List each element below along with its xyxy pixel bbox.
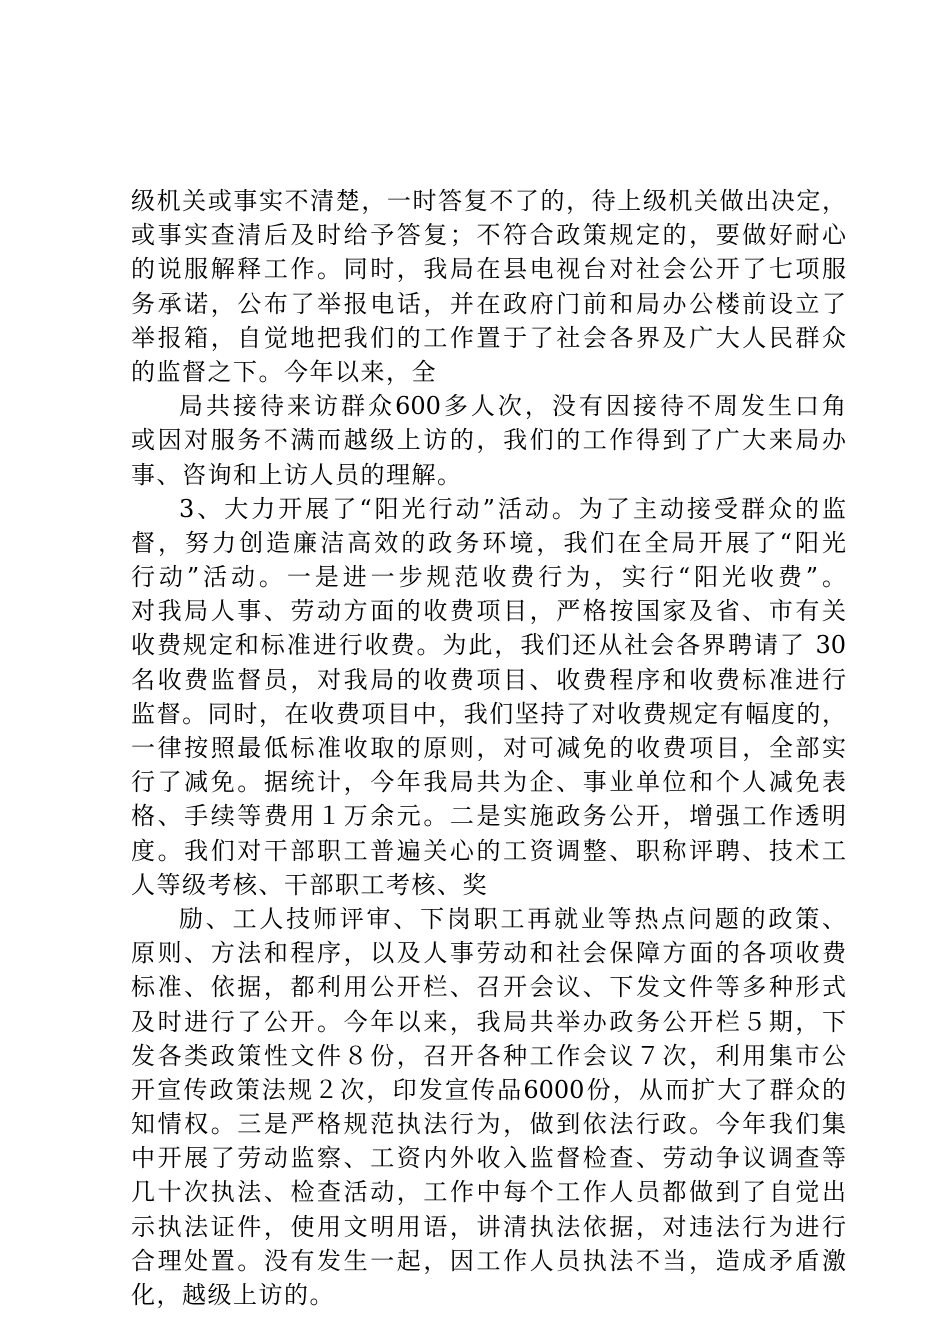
text-line: 级机关或事实不清楚，一时答复不了的，待上级机关做出决定，	[131, 187, 846, 215]
text-line: 一律按照最低标准收取的原则，对可减免的收费项目，全部实	[131, 734, 846, 762]
text-line: 务承诺，公布了举报电话，并在政府门前和局办公楼前设立了	[131, 289, 846, 318]
text-line: 人等级考核、干部职工考核、奖	[131, 870, 488, 899]
text-line: 或事实查清后及时给予答复；不符合政策规定的，要做好耐心	[131, 221, 846, 250]
text-line: 合理处置。没有发生一起，因工作人员执法不当，造成矛盾激	[131, 1246, 846, 1275]
text-line: 中开展了劳动监察、工资内外收入监督检查、劳动争议调查等	[131, 1144, 846, 1173]
text-line: 发各类政策性文件８份，召开各种工作会议７次，利用集市公	[131, 1041, 846, 1070]
text-line: 3、大力开展了“阳光行动”活动。为了主动接受群众的监	[179, 494, 846, 523]
text-line: 举报箱，自觉地把我们的工作置于了社会各界及广大人民群众	[131, 323, 846, 352]
text-line: 监督。同时，在收费项目中，我们坚持了对收费规定有幅度的，	[131, 699, 846, 728]
text-line: 事、咨询和上访人员的理解。	[131, 460, 463, 489]
text-line: 格、手续等费用１万余元。二是实施政务公开，增强工作透明	[131, 802, 846, 831]
text-line: 原则、方法和程序，以及人事劳动和社会保障方面的各项收费	[131, 939, 846, 968]
text-line: 励、工人技师评审、下岗职工再就业等热点问题的政策、	[179, 904, 846, 933]
text-line: 局共接待来访群众600多人次，没有因接待不周发生口角	[179, 392, 846, 421]
text-line: 及时进行了公开。今年以来，我局共举办政务公开栏５期，下	[131, 1007, 846, 1036]
text-line: 几十次执法、检查活动，工作中每个工作人员都做到了自觉出	[131, 1178, 846, 1207]
text-line: 的说服解释工作。同时，我局在县电视台对社会公开了七项服	[131, 255, 846, 284]
text-line: 行了减免。据统计，今年我局共为企、事业单位和个人减免表	[131, 768, 846, 797]
text-line: 行动”活动。一是进一步规范收费行为，实行“阳光收费”。	[131, 563, 846, 592]
text-line: 示执法证件，使用文明用语，讲清执法依据，对违法行为进行	[131, 1212, 846, 1241]
text-line: 开宣传政策法规２次，印发宣传品6000份，从而扩大了群众的	[131, 1075, 846, 1104]
text-line: 收费规定和标准进行收费。为此，我们还从社会各界聘请了 30	[131, 631, 846, 660]
text-line: 对我局人事、劳动方面的收费项目，严格按国家及省、市有关	[131, 597, 846, 626]
text-line: 标准、依据，都利用公开栏、召开会议、下发文件等多种形式	[131, 973, 846, 1002]
text-line: 督，努力创造廉洁高效的政务环境，我们在全局开展了“阳光	[131, 528, 846, 557]
text-line: 的监督之下。今年以来，全	[131, 357, 437, 386]
text-line: 或因对服务不满而越级上访的，我们的工作得到了广大来局办	[131, 426, 846, 455]
body-text	[131, 184, 846, 1312]
text-line: 度。我们对干部职工普遍关心的工资调整、职称评聘、技术工	[131, 836, 846, 865]
text-line: 知情权。三是严格规范执法行为，做到依法行政。今年我们集	[131, 1110, 846, 1139]
text-line: 化，越级上访的。	[131, 1281, 335, 1309]
text-line: 名收费监督员，对我局的收费项目、收费程序和收费标准进行	[131, 665, 846, 694]
